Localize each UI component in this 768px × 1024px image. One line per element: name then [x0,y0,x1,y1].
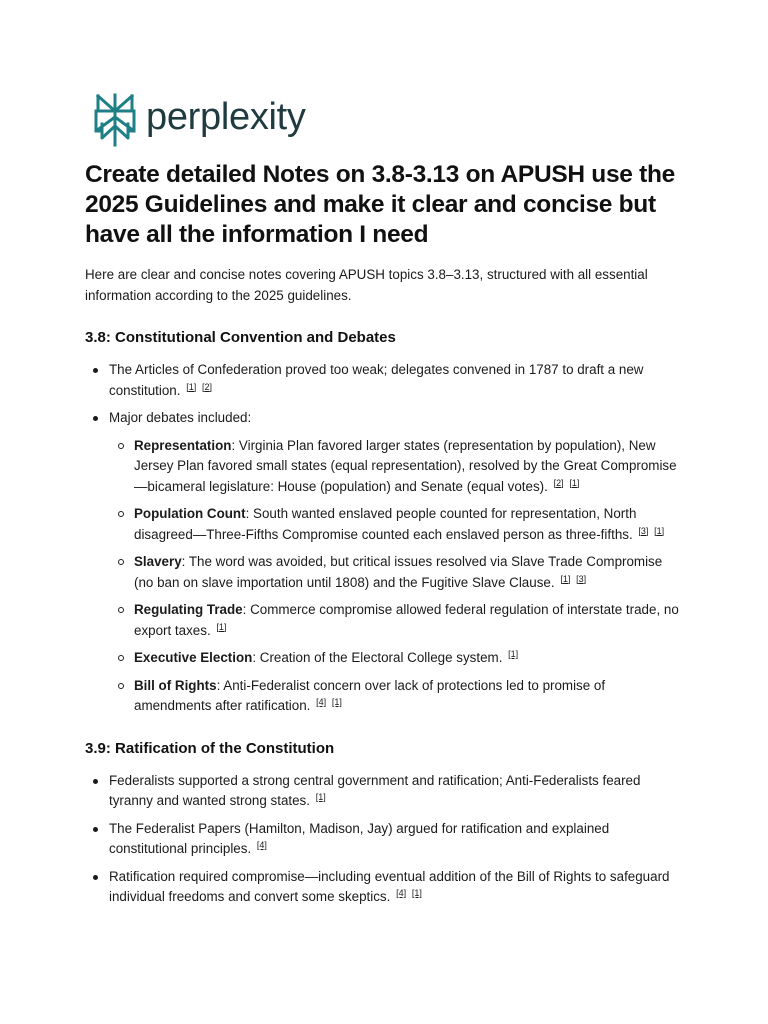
document-content [85,160,685,915]
citation-link[interactable]: [1] [654,525,665,536]
citation-link[interactable]: [1] [315,792,326,802]
sub-list-item [109,552,685,593]
list-item-text: Federalists supported a strong central government and ratification; Anti-Federalists feared tyranny and wanted strong states. [109,772,641,808]
section-list [85,771,685,908]
section-list [85,360,685,717]
citation-link[interactable]: [2] [201,381,212,392]
section-heading: 3.9: Ratification of the Constitution [85,739,335,757]
section-heading: 3.8: Constitutional Convention and Debates [85,329,396,346]
citation-link[interactable]: [1] [331,697,342,707]
citation-link[interactable]: [2] [553,477,564,488]
citation-link[interactable]: [1] [560,573,571,584]
list-item-text: The Articles of Confederation proved too weak; delegates convened in 1787 to draft a new constitution. [109,362,644,398]
citation-link[interactable]: [4] [396,888,407,898]
sub-list-item [109,600,685,641]
page-title: Create detailed Notes on 3.8-3.13 on APUSH use the 2025 Guidelines and make it clear and concise but have all the information I need [85,161,675,248]
sub-item-label: Bill of Rights [134,677,217,693]
sub-item-text: : Virginia Plan favored larger states (representation by population), New Jersey Plan favored small states (equal representation), resolved by the Great Compromise—bicameral legislature: House (population) and Senate (equal votes). [134,437,677,494]
citation-link[interactable]: [4] [316,697,327,707]
sub-list-item [109,504,685,545]
sub-list-item [109,648,685,669]
perplexity-logo-icon [93,93,137,147]
citation-link[interactable]: [3] [576,573,587,584]
citation-link[interactable]: [1] [508,649,519,659]
citation-link[interactable]: [1] [186,381,197,392]
citation-link[interactable]: [1] [216,621,227,632]
perplexity-logo [93,93,306,147]
sub-list-item [109,436,685,498]
citation-link[interactable]: [3] [638,525,649,536]
list-item-text: The Federalist Papers (Hamilton, Madison, Jay) argued for ratification and explained constitutional principles. [109,820,610,856]
sub-item-label: Regulating Trade [134,602,243,617]
sub-item-text: : South wanted enslaved people counted for representation, North disagreed—Three-Fifths Compromise counted each enslaved person as three-fifths. [134,506,637,542]
sub-item-text: : Commerce compromise allowed federal regulation of interstate trade, no export taxes. [134,602,679,638]
sub-list [109,436,685,717]
list-item [85,408,685,717]
citation-link[interactable]: [1] [569,477,580,488]
list-item [85,867,685,908]
sub-item-label: Slavery [134,554,182,569]
sub-item-text: : Anti-Federalist concern over lack of protections led to promise of amendments after ratification. [134,677,606,713]
citation-link[interactable]: [4] [256,840,267,850]
list-item-text: Major debates included: [109,410,252,425]
sub-item-label: Executive Election [134,650,253,665]
brand-name: perplexity [146,96,306,138]
citation-link[interactable]: [1] [411,888,422,898]
sub-item-text: : The word was avoided, but critical issues resolved via Slave Trade Compromise (no ban on slave importation until 1808) and the Fugitive Slave Clause. [134,554,663,590]
list-item [85,819,685,860]
sub-item-text: : Creation of the Electoral College system. [252,650,503,665]
list-item [85,360,685,401]
list-item-text: Ratification required compromise—including eventual addition of the Bill of Rights to safeguard individual freedoms and convert some skeptics. [109,868,670,904]
list-item [85,771,685,812]
sub-item-label: Representation [134,437,232,453]
sub-list-item [109,676,685,717]
intro-paragraph: Here are clear and concise notes covering APUSH topics 3.8–3.13, structured with all essential information according to the 2025 guidelines. [85,267,648,303]
sub-item-label: Population Count [134,506,246,521]
